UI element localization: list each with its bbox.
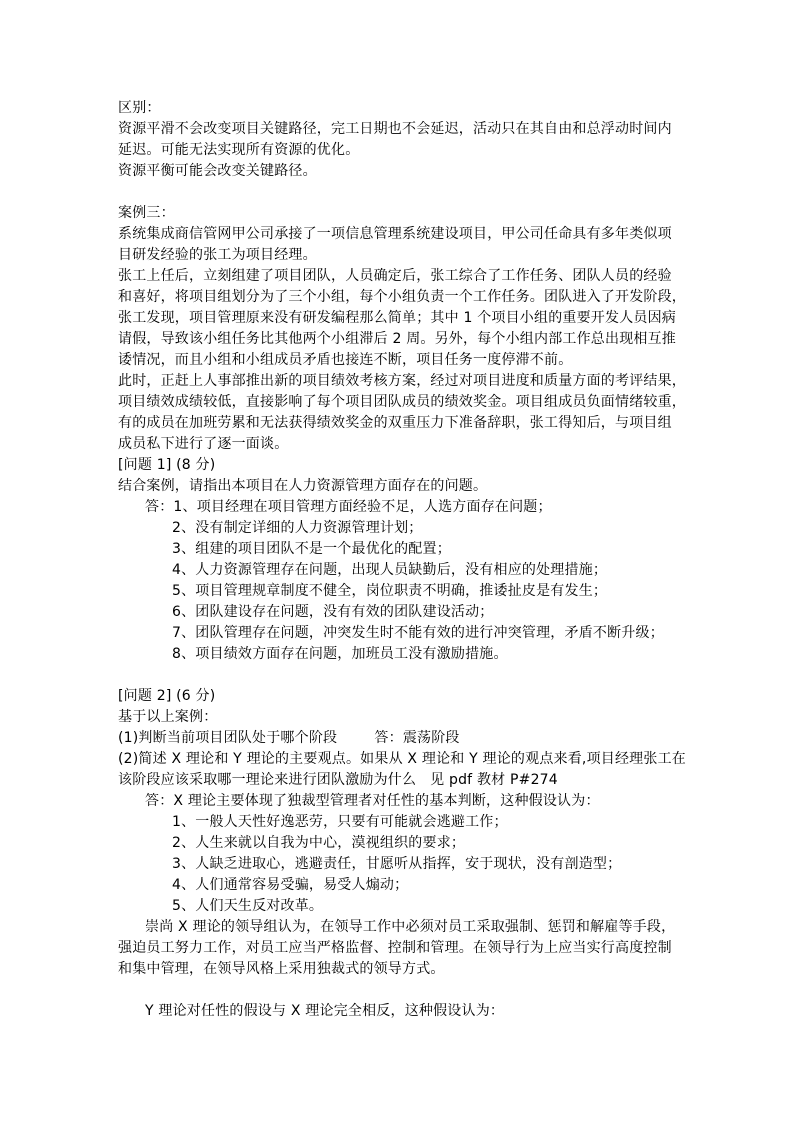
- question1-heading: [问题 1] (8 分): [118, 457, 216, 473]
- difference-line: 资源平衡可能会改变关键路径。: [118, 163, 317, 179]
- question2-sub1: (1)判断当前项目团队处于哪个阶段 答：震荡阶段: [118, 730, 460, 746]
- x-theory-item: 1、一般人天性好逸恶劳，只要有可能就会逃避工作；: [172, 814, 508, 830]
- blank-line: [118, 665, 698, 686]
- y-theory-intro: Y 理论对任性的假设与 X 理论完全相反，这种假设认为：: [145, 1003, 505, 1019]
- answer-item: 3、组建的项目团队不是一个最优化的配置；: [172, 541, 451, 557]
- answer-item: 6、团队建设存在问题，没有有效的团队建设活动；: [172, 604, 494, 620]
- answer-item: 8、项目绩效方面存在问题，加班员工没有激励措施。: [172, 646, 508, 662]
- case-text-line: 系统集成商信管网甲公司承接了一项信息管理系统建设项目，甲公司任命具有多年类似项: [118, 226, 672, 242]
- difference-line: 资源平滑不会改变项目关键路径，完工日期也不会延迟，活动只在其自由和总浮动时间内: [118, 121, 672, 137]
- question1-answer: 答：1、项目经理在项目管理方面经验不足，人选方面存在问题；: [145, 499, 552, 515]
- question1-prompt: 结合案例，请指出本项目在人力资源管理方面存在的问题。: [118, 478, 488, 494]
- case-text-line: 张工发现，项目管理原来没有研发编程那么简单；其中 1 个项目小组的重要开发人员因病: [118, 310, 677, 326]
- answer-item: 7、团队管理存在问题，冲突发生时不能有效的进行冲突管理，矛盾不断升级；: [172, 625, 664, 641]
- x-leadership-line: 崇尚 X 理论的领导组认为，在领导工作中必须对员工采取强制、惩罚和解雇等手段，: [145, 919, 676, 935]
- case-text-line: 请假，导致该小组任务比其他两个小组滞后 2 周。另外，每个小组内部工作总出现相互推: [118, 331, 677, 347]
- answer-item: 2、没有制定详细的人力资源管理计划；: [172, 520, 423, 536]
- answer-item: 4、人力资源管理存在问题，出现人员缺勤后，没有相应的处理措施；: [172, 562, 608, 578]
- case-text-line: 有的成员在加班劳累和无法获得绩效奖金的双重压力下准备辞职，张工得知后，与项目组: [118, 415, 672, 431]
- blank-line: [118, 182, 698, 203]
- case-text-line: 诿情况，而且小组和小组成员矛盾也接连不断，项目任务一度停滞不前。: [118, 352, 573, 368]
- case-text-line: 此时，正赶上人事部推出新的项目绩效考核方案，经过对项目进度和质量方面的考评结果，: [118, 373, 686, 389]
- question2-sub2: (2)简述 X 理论和 Y 理论的主要观点。如果从 X 理论和 Y 理论的观点来看,项目经理张工在: [118, 751, 686, 767]
- question2-sub2: 该阶段应该采取哪一理论来进行团队激励为什么 见 pdf 教材 P#274: [118, 772, 558, 788]
- x-theory-item: 4、人们通常容易受骗，易受人煽动；: [172, 877, 409, 893]
- question2-heading: [问题 2] (6 分): [118, 688, 216, 704]
- x-theory-item: 2、人生来就以自我为中心，漠视组织的要求；: [172, 835, 466, 851]
- x-leadership-line: 和集中管理，在领导风格上采用独裁式的领导方式。: [118, 961, 445, 977]
- question2-intro: 基于以上案例：: [118, 709, 218, 725]
- x-leadership-line: 强迫员工努力工作，对员工应当严格监督、控制和管理。在领导行为上应当实行高度控制: [118, 940, 672, 956]
- answer-item: 5、项目管理规章制度不健全，岗位职责不明确，推诿扯皮是有发生；: [172, 583, 608, 599]
- case-text-line: 成员私下进行了逐一面谈。: [118, 436, 289, 452]
- case-text-line: 张工上任后，立刻组建了项目团队，人员确定后，张工综合了工作任务、团队人员的经验: [118, 268, 672, 284]
- question2-answer-intro: 答：X 理论主要体现了独裁型管理者对任性的基本判断，这种假设认为：: [145, 793, 600, 809]
- difference-heading: 区别：: [118, 100, 161, 116]
- blank-line: [118, 980, 698, 1001]
- case-text-line: 和喜好，将项目组划分为了三个小组，每个小组负责一个工作任务。团队进入了开发阶段，: [118, 289, 686, 305]
- x-theory-item: 5、人们天生反对改革。: [172, 898, 324, 914]
- case-text-line: 目研发经验的张工为项目经理。: [118, 247, 317, 263]
- case-three-heading: 案例三：: [118, 205, 175, 221]
- document-page: [118, 98, 698, 1022]
- difference-line: 延迟。可能无法实现所有资源的优化。: [118, 142, 360, 158]
- case-text-line: 项目绩效成绩较低，直接影响了每个项目团队成员的绩效奖金。项目组成员负面情绪较重，: [118, 394, 686, 410]
- x-theory-item: 3、人缺乏进取心，逃避责任，甘愿听从指挥，安于现状，没有剖造型；: [172, 856, 622, 872]
